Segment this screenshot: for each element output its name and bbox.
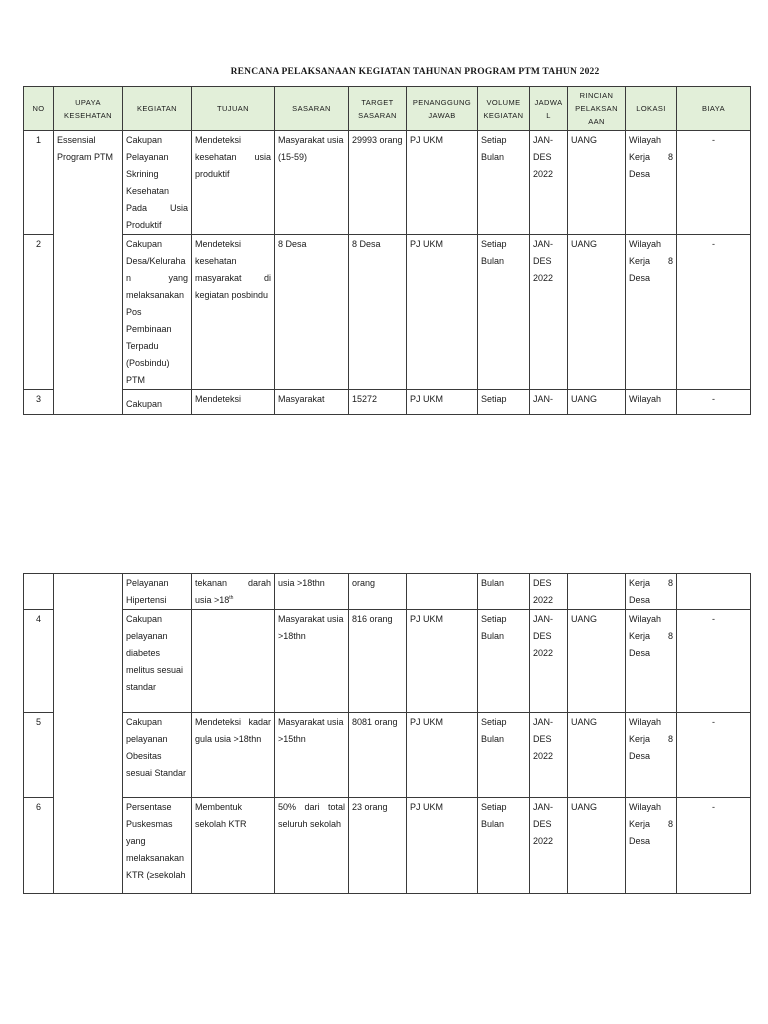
header-sasaran: SASARAN — [275, 87, 349, 131]
cell-biaya: - — [677, 713, 751, 798]
cell-pj: PJ UKM — [407, 610, 478, 713]
cell-no: 1 — [24, 131, 54, 235]
cell-rincian — [568, 574, 626, 610]
cell-volume: Setiap — [478, 390, 530, 415]
cell-lokasi: Wilayah — [626, 390, 677, 415]
cell-sasaran: Masyarakat — [275, 390, 349, 415]
cell-jadwal: JAN-DES 2022 — [530, 131, 568, 235]
cell-biaya: - — [677, 390, 751, 415]
superscript: th — [229, 595, 234, 601]
cell-tujuan: Mendeteksi kesehatan usia produktif — [192, 131, 275, 235]
header-jadwal: JADWA L — [530, 87, 568, 131]
cell-no: 6 — [24, 798, 54, 894]
header-row — [24, 87, 751, 131]
cell-lokasi: Wilayah Kerja 8 Desa — [626, 713, 677, 798]
header-lokasi: LOKASI — [626, 87, 677, 131]
cell-kegiatan: Cakupan Pelayanan Skrining Kesehatan Pada Usia Produktif — [123, 131, 192, 235]
cell-tujuan — [192, 574, 275, 610]
header-upaya: UPAYA KESEHATAN — [54, 87, 123, 131]
cell-volume: Bulan — [478, 574, 530, 610]
cell-no: 5 — [24, 713, 54, 798]
cell-lokasi: Wilayah Kerja 8 Desa — [626, 131, 677, 235]
activity-plan-table-continued — [23, 573, 751, 894]
cell-pj: PJ UKM — [407, 798, 478, 894]
cell-sasaran: Masyarakat usia >15thn — [275, 713, 349, 798]
cell-sasaran: Masyarakat usia (15-59) — [275, 131, 349, 235]
cell-biaya: - — [677, 131, 751, 235]
table-row — [24, 390, 751, 415]
cell-sasaran: usia >18thn — [275, 574, 349, 610]
table-row — [24, 574, 751, 610]
cell-pj: PJ UKM — [407, 131, 478, 235]
cell-kegiatan: Cakupan pelayanan Obesitas sesuai Standar — [123, 713, 192, 798]
table-row — [24, 798, 751, 894]
cell-target: 8 Desa — [349, 235, 407, 390]
cell-tujuan: Membentuk sekolah KTR — [192, 798, 275, 894]
cell-tujuan: Mendeteksi kadar gula usia >18thn — [192, 713, 275, 798]
cell-biaya — [677, 574, 751, 610]
cell-jadwal: JAN- — [530, 390, 568, 415]
table-row — [24, 713, 751, 798]
table-row — [24, 131, 751, 235]
cell-pj — [407, 574, 478, 610]
cell-no: 2 — [24, 235, 54, 390]
cell-jadwal: JAN-DES 2022 — [530, 610, 568, 713]
cell-kegiatan: Cakupan pelayanan diabetes melitus sesuai standar — [123, 610, 192, 713]
cell-kegiatan: Pelayanan Hipertensi — [123, 574, 192, 610]
cell-lokasi: Kerja 8 Desa — [626, 574, 677, 610]
cell-jadwal: JAN-DES 2022 — [530, 235, 568, 390]
cell-kegiatan-text: Cakupan — [126, 399, 163, 409]
cell-tujuan: Mendeteksi — [192, 390, 275, 415]
cell-kegiatan: Persentase Puskesmas yang melaksanakan KTR (≥sekolah — [123, 798, 192, 894]
cell-target: 8081 orang — [349, 713, 407, 798]
header-no: NO — [24, 87, 54, 131]
cell-no — [24, 574, 54, 610]
cell-sasaran: Masyarakat usia >18thn — [275, 610, 349, 713]
document-title: RENCANA PELAKSANAAN KEGIATAN TAHUNAN PROGRAM PTM TAHUN 2022 — [230, 67, 600, 77]
cell-upaya — [54, 574, 123, 894]
cell-rincian: UANG — [568, 131, 626, 235]
cell-upaya: Essensial Program PTM — [54, 131, 123, 415]
cell-sasaran: 50% dari total seluruh sekolah — [275, 798, 349, 894]
cell-rincian: UANG — [568, 713, 626, 798]
header-kegiatan: KEGIATAN — [123, 87, 192, 131]
cell-rincian: UANG — [568, 610, 626, 713]
cell-volume: Setiap Bulan — [478, 131, 530, 235]
cell-sasaran: 8 Desa — [275, 235, 349, 390]
cell-biaya: - — [677, 235, 751, 390]
cell-tujuan — [192, 610, 275, 713]
cell-target: 29993 orang — [349, 131, 407, 235]
cell-pj: PJ UKM — [407, 235, 478, 390]
cell-target: 816 orang — [349, 610, 407, 713]
cell-target: 15272 — [349, 390, 407, 415]
cell-rincian: UANG — [568, 235, 626, 390]
header-biaya: BIAYA — [677, 87, 751, 131]
cell-target: orang — [349, 574, 407, 610]
cell-tujuan-text: tekanan darah usia >18 — [195, 578, 271, 605]
cell-pj: PJ UKM — [407, 713, 478, 798]
cell-volume: Setiap Bulan — [478, 798, 530, 894]
header-rincian: RINCIAN PELAKSAN AAN — [568, 87, 626, 131]
cell-volume: Setiap Bulan — [478, 610, 530, 713]
cell-no: 3 — [24, 390, 54, 415]
cell-rincian: UANG — [568, 798, 626, 894]
cell-volume: Setiap Bulan — [478, 713, 530, 798]
header-penanggung: PENANGGUNG JAWAB — [407, 87, 478, 131]
cell-rincian: UANG — [568, 390, 626, 415]
cell-lokasi: Wilayah Kerja 8 Desa — [626, 235, 677, 390]
cell-volume: Setiap Bulan — [478, 235, 530, 390]
header-tujuan: TUJUAN — [192, 87, 275, 131]
cell-jadwal: DES 2022 — [530, 574, 568, 610]
cell-jadwal: JAN-DES 2022 — [530, 798, 568, 894]
cell-lokasi: Wilayah Kerja 8 Desa — [626, 610, 677, 713]
cell-lokasi: Wilayah Kerja 8 Desa — [626, 798, 677, 894]
cell-biaya: - — [677, 798, 751, 894]
header-target: TARGET SASARAN — [349, 87, 407, 131]
cell-kegiatan: Cakupan Desa/Kelurahan yang melaksanakan Pos Pembinaan Terpadu (Posbindu) PTM — [123, 235, 192, 390]
cell-biaya: - — [677, 610, 751, 713]
cell-tujuan: Mendeteksi kesehatan masyarakat di kegiatan posbindu — [192, 235, 275, 390]
header-volume: VOLUME KEGIATAN — [478, 87, 530, 131]
cell-target: 23 orang — [349, 798, 407, 894]
cell-kegiatan — [123, 390, 192, 415]
activity-plan-table — [23, 86, 751, 415]
table-row — [24, 235, 751, 390]
cell-pj: PJ UKM — [407, 390, 478, 415]
table-row — [24, 610, 751, 713]
cell-jadwal: JAN-DES 2022 — [530, 713, 568, 798]
cell-no: 4 — [24, 610, 54, 713]
